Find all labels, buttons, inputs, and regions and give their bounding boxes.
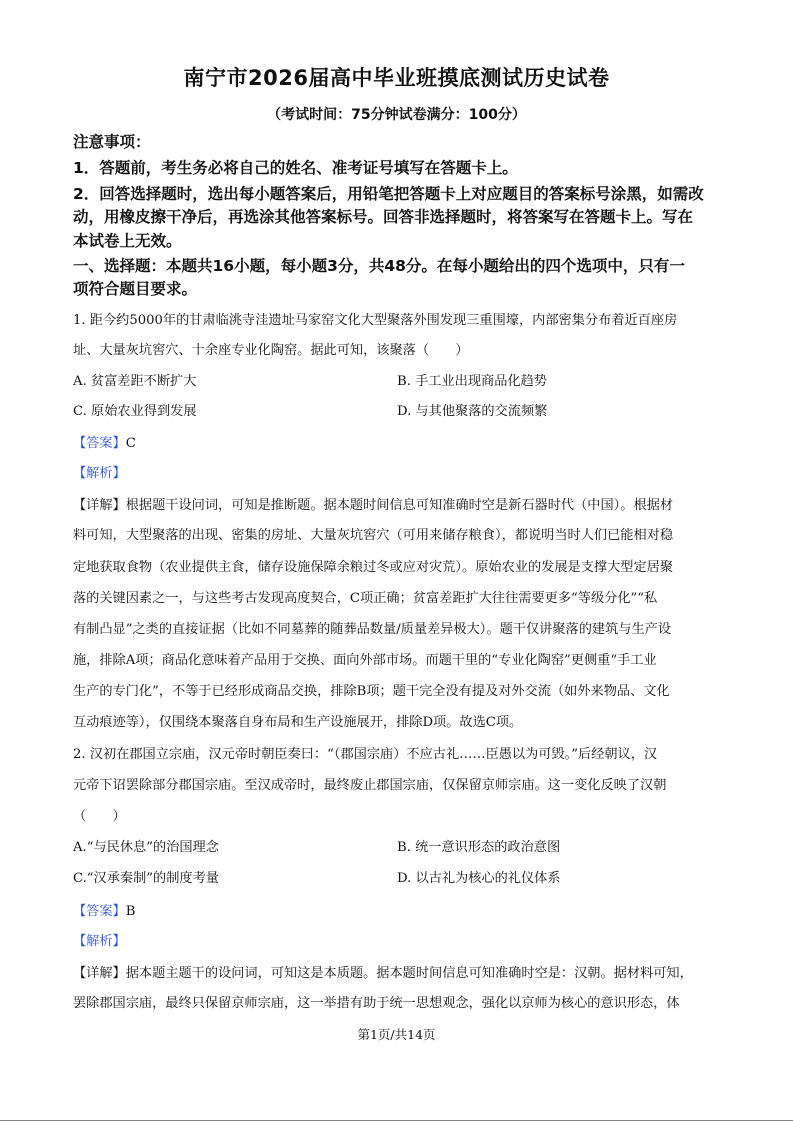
notes-item-2: 2．回答选择题时，选出每小题答案后，用铅笔把答题卡上对应题目的答案标号涂黑，如需改 [73, 185, 704, 203]
q1-answer-label: 【答案】 [73, 436, 126, 451]
exam-subtitle: （考试时间：75分钟试卷满分：100分） [267, 107, 526, 123]
q2-stem-line-3: （ ） [73, 809, 126, 824]
q2-answer-label: 【答案】 [73, 904, 126, 919]
q2-detail-line-2: 罢除郡国宗庙，最终只保留京师宗庙，这一举措有助于统一思想观念，强化以京师为核心的意识形态，体 [73, 996, 680, 1011]
q1-option-d: D. 与其他聚落的交流频繁 [397, 404, 548, 419]
q2-option-b: B. 统一意识形态的政治意图 [397, 840, 561, 855]
notes-item-2-cont: 动，用橡皮擦干净后，再选涂其他答案标号。回答非选择题时，将答案写在答题卡上。写在 [73, 208, 694, 226]
section-heading-cont: 项符合题目要求。 [73, 280, 198, 298]
notes-item-1: 1．答题前，考生务必将自己的姓名、准考证号填写在答题卡上。 [73, 159, 518, 177]
q1-detail-line-5: 有制凸显”之类的直接证据（比如不同墓葬的随葬品数量/质量差异极大）。题干仅讲聚落的建筑与生产设 [73, 622, 672, 637]
q1-answer-value: C [125, 436, 136, 451]
notes-item-2-end: 本试卷上无效。 [73, 232, 182, 250]
section-heading: 一、选择题：本题共16小题，每小题3分，共48分。在每小题给出的四个选项中，只有一 [73, 257, 685, 275]
q2-option-d: D. 以古礼为核心的礼仪体系 [397, 871, 561, 886]
q1-stem-line-1: 1. 距今约5000年的甘肃临洮寺洼遗址马家窑文化大型聚落外围发现三重围壕，内部密集分布着近百座房 [73, 313, 678, 328]
page-footer: 第1页/共14页 [357, 1027, 436, 1042]
q1-detail-line-3: 定地获取食物（农业提供主食，储存设施保障余粮过冬或应对灾荒）。原始农业的发展是支撑大型定居聚 [73, 560, 674, 575]
q1-answer [73, 432, 136, 451]
q1-option-b: B. 手工业出现商品化趋势 [397, 374, 547, 389]
q2-answer [73, 900, 135, 919]
page-title: 南宁市2026届高中毕业班摸底测试历史试卷 [183, 66, 610, 90]
q1-analysis-label: 【解析】 [73, 466, 126, 481]
q2-analysis-label: 【解析】 [73, 934, 126, 949]
q1-detail-line-8: 互动痕迹等），仅围绕本聚落自身布局和生产设施展开，排除D项。故选C项。 [73, 715, 523, 730]
q1-option-a: A. 贫富差距不断扩大 [73, 374, 197, 389]
q1-option-c: C. 原始农业得到发展 [73, 404, 197, 419]
q2-option-c: C.“汉承秦制”的制度考量 [73, 871, 219, 886]
q1-detail-line-4: 落的关键因素之一，与这些考古发现高度契合，C项正确；贫富差距扩大往往需要更多“等级分化”“私 [73, 591, 658, 606]
q1-detail-line-7: 生产的专门化”，不等于已经形成商品交换，排除B项；题干完全没有提及对外交流（如外来物品、文化 [73, 684, 670, 699]
notes-heading: 注意事项： [73, 133, 151, 151]
q1-detail-line-1: 【详解】根据题干设问词，可知是推断题。据本题时间信息可知准确时空是新石器时代（中国）。根据材 [73, 498, 674, 513]
page-bottom-divider [0, 1120, 793, 1121]
q2-stem-line-2: 元帝下诏罢除部分郡国宗庙。至汉成帝时，最终废止郡国宗庙，仅保留京师宗庙。这一变化反映了汉朝 [73, 778, 667, 793]
q2-stem-line-1: 2. 汉初在郡国立宗庙，汉元帝时朝臣奏曰：“（郡国宗庙）不应古礼……臣愚以为可毁。”后经朝议，汉 [73, 747, 658, 762]
q1-detail-line-6: 施，排除A项；商品化意味着产品用于交换、面向外部市场。而题干里的“专业化陶窑”更侧重“手工业 [73, 653, 657, 668]
q2-answer-value: B [125, 904, 136, 919]
q2-detail-line-1: 【详解】据本题主题干的设问词，可知这是本质题。据本题时间信息可知准确时空是：汉朝。据材料可知， [73, 966, 693, 981]
q1-stem-line-2: 址、大量灰坑窖穴、十余座专业化陶窑。据此可知，该聚落（ ） [73, 343, 469, 358]
q2-option-a: A.“与民休息”的治国理念 [73, 840, 219, 855]
q1-detail-line-2: 料可知，大型聚落的出现、密集的房址、大量灰坑窖穴（可用来储存粮食），都说明当时人们已能相对稳 [73, 528, 674, 543]
